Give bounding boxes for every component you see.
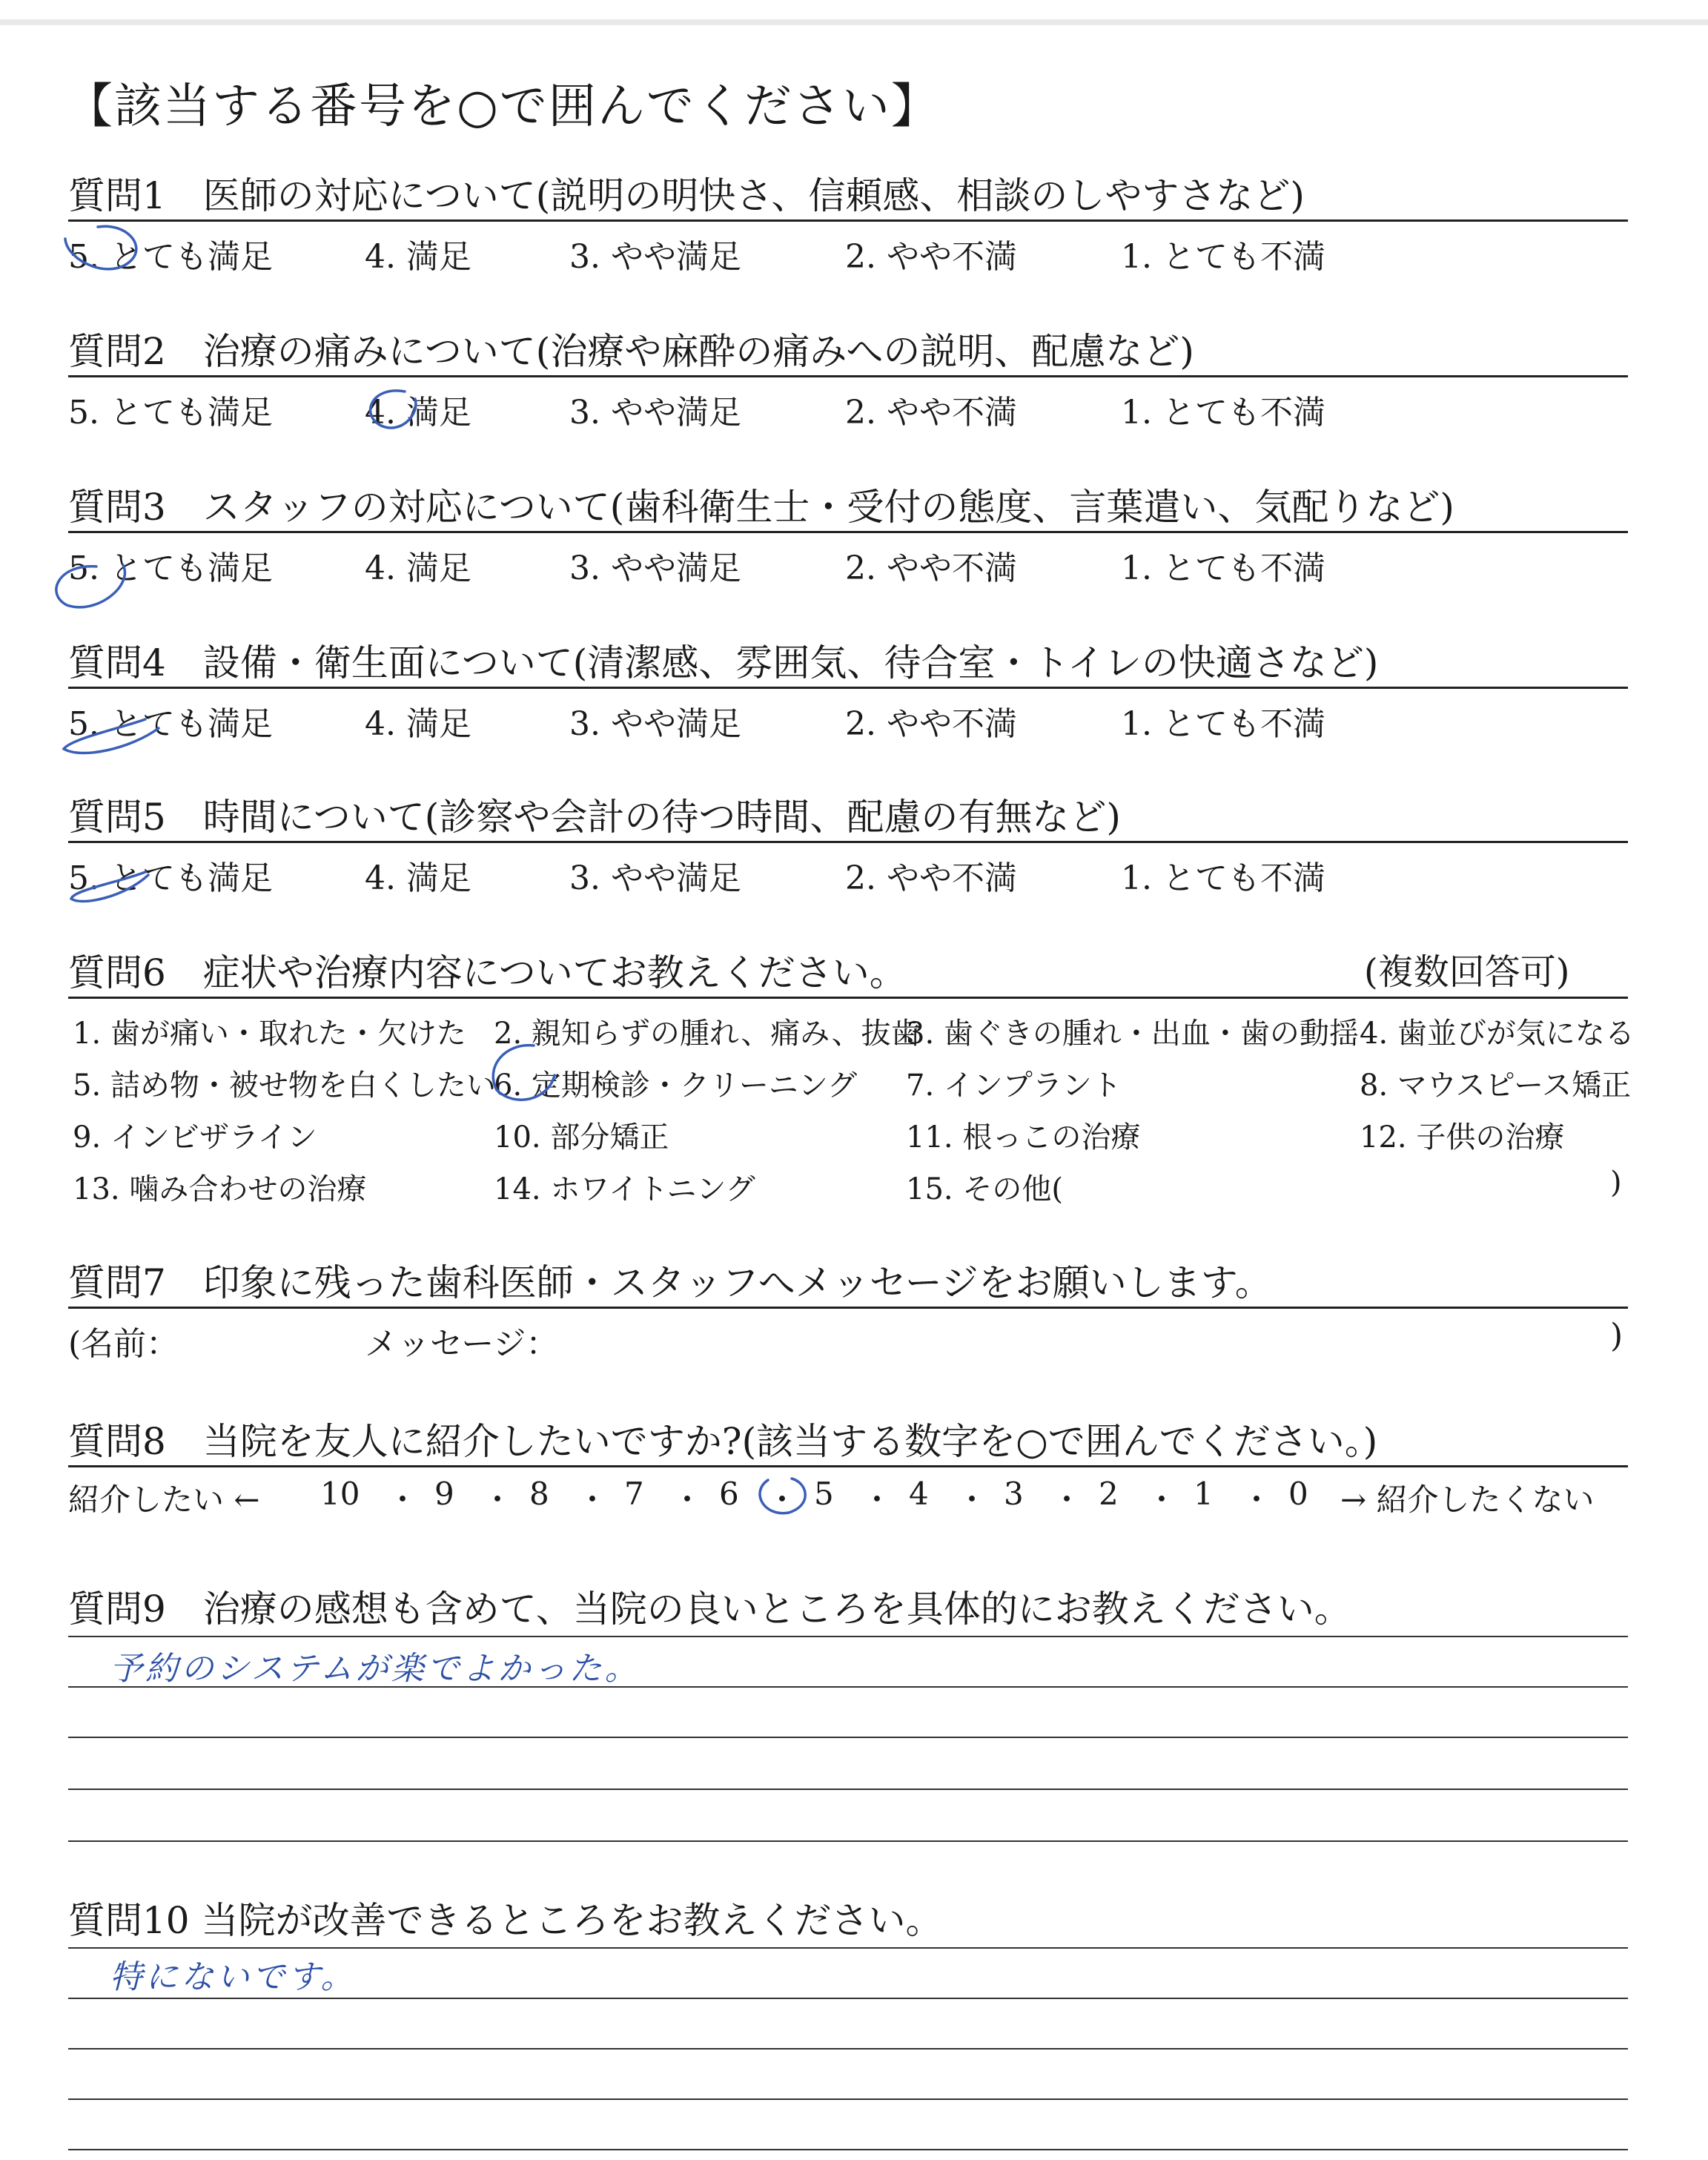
question-title: 質問9 治療の感想も含めて、当院の良いところを具体的にお教えください。 [68, 1588, 1351, 1631]
question-title: 質問10 当院が改善できるところをお教えください。 [68, 1899, 943, 1942]
option-4[interactable]: 4. 満足 [365, 549, 471, 587]
answer-line [68, 1947, 1628, 1949]
option-3[interactable]: 3. やや満足 [569, 859, 741, 897]
option-1[interactable]: 1. とても不満 [1121, 238, 1325, 276]
question-title: 質問1 医師の対応について(説明の明快さ、信頼感、相談のしやすさなど) [68, 174, 1305, 217]
option-4[interactable]: 4. 満足 [365, 859, 471, 897]
scale-dot: ・ [1051, 1482, 1083, 1518]
symptom-option[interactable]: 9. インビザライン [73, 1120, 317, 1155]
question-title: 質問3 スタッフの対応について(歯科衛生士・受付の態度、言葉遣い、気配りなど) [68, 486, 1454, 529]
scale-number-4[interactable]: 4 [909, 1476, 929, 1512]
question-title: 質問2 治療の痛みについて(治療や麻酔の痛みへの説明、配慮など) [68, 330, 1194, 373]
scale-dot: ・ [387, 1482, 419, 1518]
scale-dot: ・ [767, 1482, 798, 1518]
scale-number-3[interactable]: 3 [1004, 1476, 1024, 1512]
message-label: メッセージ： [365, 1325, 559, 1363]
option-5[interactable]: 5. とても満足 [68, 705, 273, 743]
symptom-option[interactable]: 13. 噛み合わせの治療 [73, 1172, 367, 1206]
page-title: 【該当する番号を○で囲んでください】 [65, 79, 940, 134]
option-5[interactable]: 5. とても満足 [68, 394, 273, 432]
symptom-option[interactable]: 5. 詰め物・被せ物を白くしたい [73, 1069, 496, 1103]
scale-left-label: 紹介したい ← [68, 1482, 260, 1518]
answer-line [68, 1789, 1628, 1790]
divider [68, 1307, 1628, 1309]
divider [68, 219, 1628, 222]
symptom-option[interactable]: 7. インプラント [906, 1069, 1122, 1103]
option-2[interactable]: 2. やや不満 [845, 549, 1017, 587]
scale-dot: ・ [1146, 1482, 1178, 1518]
question-title: 質問6 症状や治療内容についてお教えください。 [68, 951, 907, 994]
rating-options [68, 541, 1628, 586]
question-title: 質問4 設備・衛生面について(清潔感、雰囲気、待合室・トイレの快適さなど) [68, 641, 1379, 684]
symptom-option[interactable]: 1. 歯が痛い・取れた・欠けた [73, 1017, 466, 1051]
divider [68, 841, 1628, 843]
question-title: 質問8 当院を友人に紹介したいですか?(該当する数字を○で囲んでください。) [68, 1420, 1378, 1463]
scale-number-5[interactable]: 5 [814, 1476, 834, 1512]
scale-number-2[interactable]: 2 [1099, 1476, 1119, 1512]
scale-dot: ・ [482, 1482, 514, 1518]
answer-line [68, 1840, 1628, 1842]
symptom-option[interactable]: 14. ホワイトニング [494, 1172, 755, 1206]
option-5[interactable]: 5. とても満足 [68, 859, 273, 897]
scale-dot: ・ [577, 1482, 609, 1518]
scale-number-9[interactable]: 9 [434, 1476, 454, 1512]
answer-line [68, 2149, 1628, 2150]
symptom-option[interactable]: 10. 部分矯正 [494, 1120, 669, 1155]
question-title: 質問7 印象に残った歯科医師・スタッフへメッセージをお願いします。 [68, 1261, 1272, 1304]
scale-number-6[interactable]: 6 [719, 1476, 739, 1512]
scale-dot: ・ [956, 1482, 988, 1518]
divider [68, 687, 1628, 689]
option-5[interactable]: 5. とても満足 [68, 238, 273, 276]
message-close-paren: ) [1610, 1317, 1623, 1355]
symptom-option[interactable]: 2. 親知らずの腫れ、痛み、抜歯 [494, 1017, 921, 1051]
divider [68, 997, 1628, 999]
multiple-answer-note: (複数回答可) [1364, 951, 1570, 993]
scale-number-10[interactable]: 10 [320, 1476, 360, 1512]
option-3[interactable]: 3. やや満足 [569, 705, 741, 743]
answer-line [68, 2098, 1628, 2100]
scale-right-label: → 紹介したくない [1340, 1482, 1595, 1518]
symptom-option[interactable]: 15. その他( [906, 1172, 1063, 1206]
symptom-option[interactable]: 11. 根っこの治療 [906, 1120, 1141, 1155]
option-4[interactable]: 4. 満足 [365, 705, 471, 743]
option-2[interactable]: 2. やや不満 [845, 859, 1017, 897]
option-5[interactable]: 5. とても満足 [68, 549, 273, 587]
answer-line [68, 2048, 1628, 2050]
option-4[interactable]: 4. 満足 [365, 394, 471, 432]
scale-number-0[interactable]: 0 [1288, 1476, 1308, 1512]
answer-line [68, 1636, 1628, 1637]
q9-handwritten-answer[interactable]: 予約のシステムが楽でよかった。 [110, 1650, 640, 1688]
symptom-option[interactable]: 4. 歯並びが気になる [1360, 1017, 1635, 1051]
rating-options [68, 697, 1628, 742]
divider [68, 1465, 1628, 1467]
option-2[interactable]: 2. やや不満 [845, 394, 1017, 432]
option-3[interactable]: 3. やや満足 [569, 238, 741, 276]
q10-handwritten-answer[interactable]: 特にないです。 [110, 1958, 357, 1996]
rating-options [68, 851, 1628, 896]
symptom-option[interactable]: 6. 定期検診・クリーニング [494, 1069, 858, 1103]
symptom-option[interactable]: 3. 歯ぐきの腫れ・出血・歯の動揺 [906, 1017, 1359, 1051]
symptom-option[interactable]: 8. マウスピース矯正 [1360, 1069, 1632, 1103]
scale-dot: ・ [672, 1482, 704, 1518]
option-1[interactable]: 1. とても不満 [1121, 549, 1325, 587]
scale-number-1[interactable]: 1 [1194, 1476, 1214, 1512]
divider [68, 375, 1628, 377]
rating-options [68, 230, 1628, 274]
question-title: 質問5 時間について(診察や会計の待つ時間、配慮の有無など) [68, 796, 1121, 839]
answer-line [68, 1737, 1628, 1738]
option-1[interactable]: 1. とても不満 [1121, 394, 1325, 432]
symptom-option[interactable]: 12. 子供の治療 [1360, 1120, 1565, 1155]
other-close-paren: ) [1610, 1166, 1622, 1200]
option-4[interactable]: 4. 満足 [365, 238, 471, 276]
name-label: (名前： [68, 1325, 179, 1363]
scale-number-8[interactable]: 8 [529, 1476, 549, 1512]
option-3[interactable]: 3. やや満足 [569, 549, 741, 587]
rating-options [68, 386, 1628, 430]
scale-dot: ・ [1241, 1482, 1273, 1518]
option-2[interactable]: 2. やや不満 [845, 705, 1017, 743]
scale-number-7[interactable]: 7 [624, 1476, 644, 1512]
option-2[interactable]: 2. やや不満 [845, 238, 1017, 276]
answer-line [68, 1998, 1628, 1999]
option-1[interactable]: 1. とても不満 [1121, 859, 1325, 897]
scan-edge [0, 19, 1708, 25]
divider [68, 531, 1628, 533]
scale-dot: ・ [861, 1482, 893, 1518]
recommend-scale [68, 1476, 1628, 1520]
option-1[interactable]: 1. とても不満 [1121, 705, 1325, 743]
option-3[interactable]: 3. やや満足 [569, 394, 741, 432]
